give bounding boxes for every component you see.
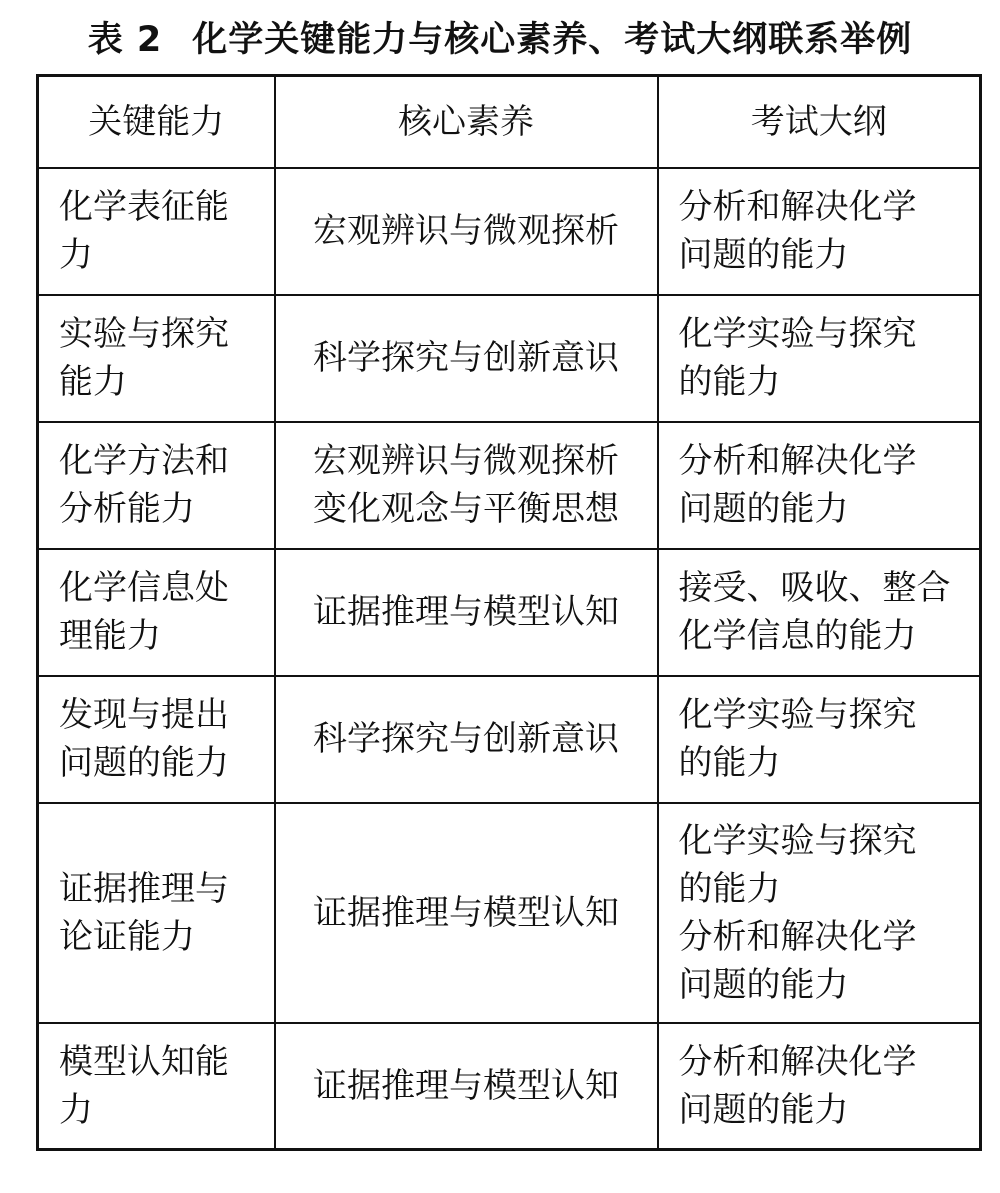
ability-cell xyxy=(38,549,275,676)
literacy-cell xyxy=(275,549,658,676)
cell-line: 科学探究与创新意识 xyxy=(313,719,619,759)
table-row xyxy=(38,422,981,549)
table-row xyxy=(38,803,981,1023)
literacy-cell xyxy=(275,295,658,422)
cell-line: 科学探究与创新意识 xyxy=(313,338,619,378)
table-number: 表 2 xyxy=(87,20,163,60)
cell-line: 的能力 xyxy=(678,362,781,402)
ability-cell xyxy=(38,803,275,1023)
cell-line: 分析和解决化学 xyxy=(678,441,917,481)
header-exam-syllabus: 考试大纲 xyxy=(658,76,981,168)
header-key-ability: 关键能力 xyxy=(38,76,275,168)
cell-line: 证据推理与模型认知 xyxy=(313,1065,619,1106)
ability-cell xyxy=(38,1023,275,1150)
cell-line: 的能力 xyxy=(678,743,781,783)
cell-line: 问题的能力 xyxy=(59,743,229,783)
cell-line: 分析和解决化学 xyxy=(678,1041,917,1082)
cell-line: 证据推理与模型认知 xyxy=(313,592,619,632)
cell-line: 化学方法和 xyxy=(59,441,229,481)
syllabus-cell xyxy=(658,803,981,1023)
cell-line: 宏观辨识与微观探析 xyxy=(313,211,619,251)
cell-line: 问题的能力 xyxy=(678,489,849,529)
cell-line: 证据推理与模型认知 xyxy=(313,892,619,933)
ability-cell xyxy=(38,168,275,295)
header-core-literacy: 核心素养 xyxy=(275,76,658,168)
cell-line: 的能力 xyxy=(678,868,781,909)
literacy-cell xyxy=(275,803,658,1023)
cell-line: 力 xyxy=(59,235,93,275)
cell-line: 分析和解决化学 xyxy=(678,916,917,957)
table-row xyxy=(38,1023,981,1150)
table-row xyxy=(38,295,981,422)
syllabus-cell xyxy=(658,295,981,422)
cell-line: 化学实验与探究 xyxy=(678,695,917,735)
table-caption xyxy=(0,16,1000,64)
table-row xyxy=(38,549,981,676)
table-row xyxy=(38,168,981,295)
cell-line: 实验与探究 xyxy=(59,314,229,354)
syllabus-cell xyxy=(658,1023,981,1150)
cell-line: 化学信息的能力 xyxy=(678,616,917,656)
cell-line: 力 xyxy=(59,1089,93,1130)
ability-literacy-table xyxy=(36,74,982,1151)
cell-line: 分析和解决化学 xyxy=(678,187,917,227)
syllabus-cell xyxy=(658,676,981,803)
literacy-cell xyxy=(275,676,658,803)
syllabus-cell xyxy=(658,422,981,549)
header-row xyxy=(38,76,981,168)
cell-line: 接受、吸收、整合 xyxy=(678,568,951,608)
cell-line: 模型认知能 xyxy=(59,1041,229,1082)
cell-line: 问题的能力 xyxy=(678,235,849,275)
cell-line: 宏观辨识与微观探析 xyxy=(313,441,619,481)
syllabus-cell xyxy=(658,168,981,295)
table-title: 化学关键能力与核心素养、考试大纲联系举例 xyxy=(192,20,913,60)
syllabus-cell xyxy=(658,549,981,676)
cell-line: 发现与提出 xyxy=(59,695,229,735)
cell-line: 变化观念与平衡思想 xyxy=(313,489,619,529)
cell-line: 分析能力 xyxy=(59,489,195,529)
cell-line: 化学实验与探究 xyxy=(678,820,917,861)
cell-line: 论证能力 xyxy=(59,916,195,957)
ability-cell xyxy=(38,295,275,422)
literacy-cell xyxy=(275,422,658,549)
cell-line: 化学信息处 xyxy=(59,568,229,608)
cell-line: 化学实验与探究 xyxy=(678,314,917,354)
ability-cell xyxy=(38,676,275,803)
cell-line: 问题的能力 xyxy=(678,1089,849,1130)
ability-cell xyxy=(38,422,275,549)
cell-line: 化学表征能 xyxy=(59,187,229,227)
cell-line: 证据推理与 xyxy=(59,868,229,909)
cell-line: 能力 xyxy=(59,362,127,402)
table-row xyxy=(38,676,981,803)
cell-line: 理能力 xyxy=(59,616,161,656)
literacy-cell xyxy=(275,168,658,295)
literacy-cell xyxy=(275,1023,658,1150)
cell-line: 问题的能力 xyxy=(678,964,849,1005)
